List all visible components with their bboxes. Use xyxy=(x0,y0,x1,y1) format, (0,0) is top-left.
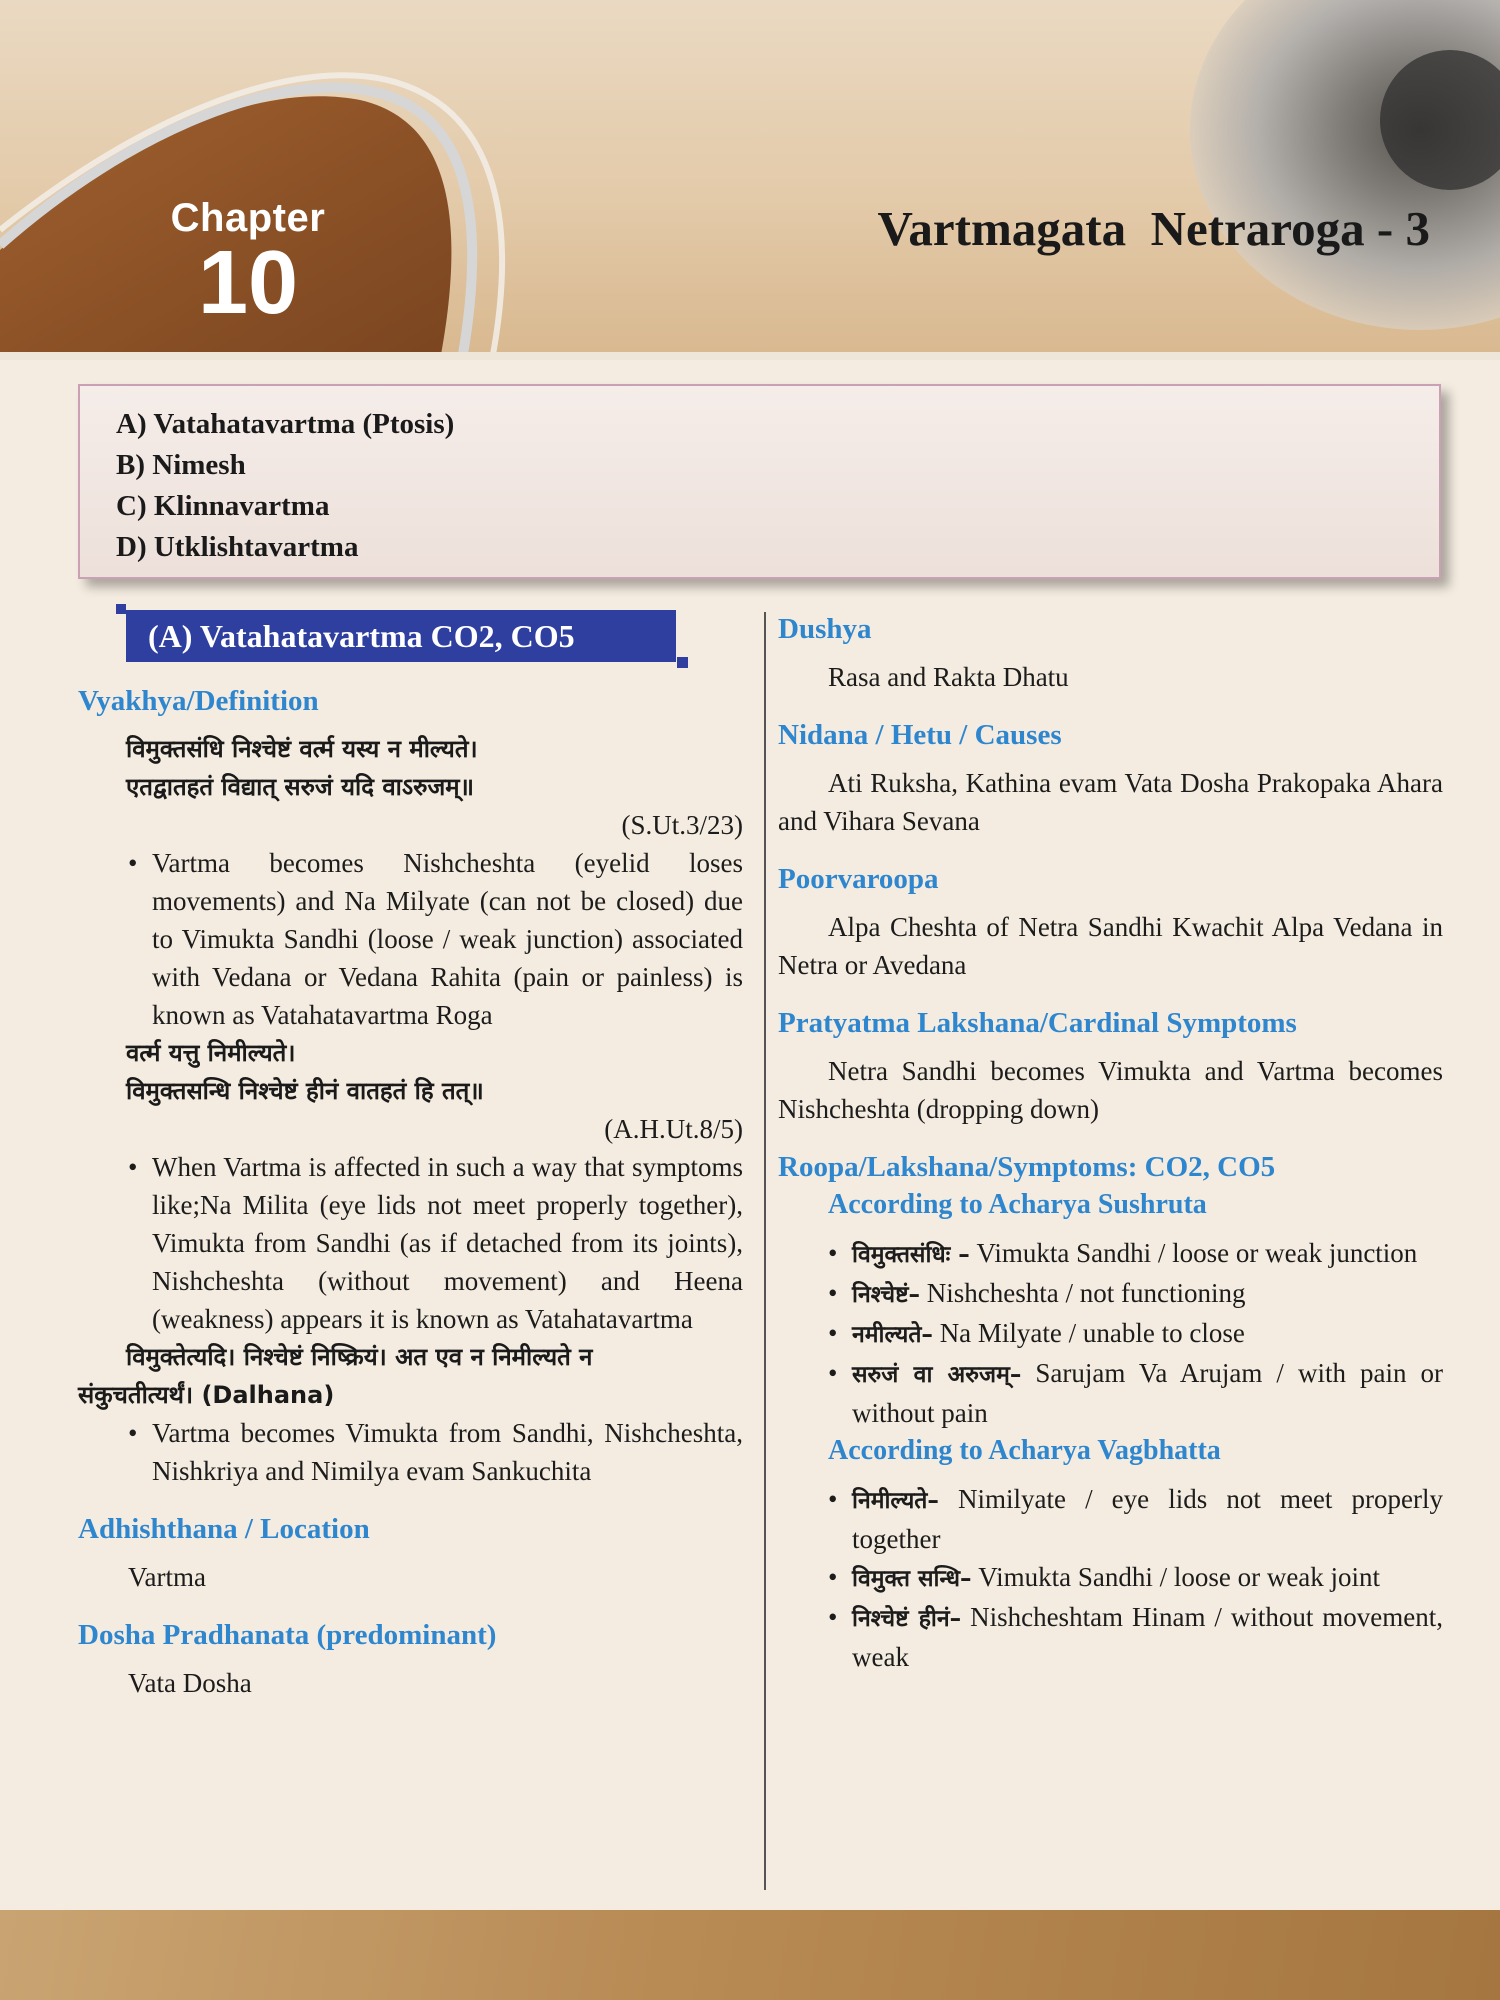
symptom-item: • निमील्यते– Nimilyate / eye lids not meet properly together xyxy=(828,1484,1443,1554)
dalhana-commentary: विमुक्तेत्यदि। निश्चेष्टं निष्क्रियं। अत एव न निमील्यते न xyxy=(126,1343,593,1371)
right-column xyxy=(778,610,1443,1676)
definition-heading: Vyakhya/Definition xyxy=(78,685,319,717)
definition-bullets xyxy=(78,844,743,1034)
symptom-item: • विमुक्त सन्धि– Vimukta Sandhi / loose or weak joint xyxy=(828,1562,1381,1592)
left-column xyxy=(78,610,743,1702)
dosha-heading: Dosha Pradhanata (predominant) xyxy=(78,1619,497,1651)
nidana-text: Ati Ruksha, Kathina evam Vata Dosha Prakopaka Ahara and Vihara Sevana xyxy=(778,768,1443,836)
topic-item: A) Vatahatavartma (Ptosis) xyxy=(116,408,455,440)
verse-reference: (S.Ut.3/23) xyxy=(621,810,743,840)
sushruta-heading: According to Acharya Sushruta xyxy=(828,1189,1207,1220)
pratyatma-text: Netra Sandhi becomes Vimukta and Vartma becomes Nishcheshta (dropping down) xyxy=(778,1056,1443,1124)
symptom-item: • नमील्यते– Na Milyate / unable to close xyxy=(828,1318,1245,1348)
topics-list xyxy=(80,386,1439,568)
chapter-label: Chapter xyxy=(170,196,326,240)
sushruta-symptom-list xyxy=(778,1234,1443,1432)
sanskrit-verse: विमुक्तसन्धि निश्चेष्टं हीनं वातहतं हि तत्॥ xyxy=(126,1077,484,1105)
topic-item: C) Klinnavartma xyxy=(116,490,330,522)
vagbhatta-heading: According to Acharya Vagbhatta xyxy=(828,1435,1221,1466)
location-text: Vartma xyxy=(128,1562,206,1592)
dushya-heading: Dushya xyxy=(778,613,872,645)
vagbhatta-symptom-list xyxy=(778,1480,1443,1676)
verse-reference: (A.H.Ut.8/5) xyxy=(604,1114,743,1144)
topic-item: D) Utklishtavartma xyxy=(116,531,359,563)
chapter-number: 10 xyxy=(197,233,299,333)
poorvaroopa-heading: Poorvaroopa xyxy=(778,863,939,895)
bullet-item: • When Vartma is affected in such a way that symptoms like;Na Milita (eye lids not meet properly together), Vimukta from Sandhi (as if detached from its joints), Nishcheshta (without movement) and Heena (weakness) appears it is known as Vatahatavartma xyxy=(128,1152,743,1334)
symptom-item: • सरुजं वा अरुजम्– Sarujam Va Arujam / with pain or without pain xyxy=(828,1358,1443,1428)
chapter-title: Vartmagata Netraroga - 3 xyxy=(877,201,1430,256)
topics-box xyxy=(78,384,1441,579)
section-banner-text: (A) Vatahatavartma CO2, CO5 xyxy=(148,618,575,654)
sanskrit-verse: विमुक्तसंधि निश्चेष्टं वर्त्म यस्य न मील्यते। xyxy=(126,735,478,763)
definition-bullets xyxy=(78,1414,743,1490)
dalhana-commentary: संकुचतीत्यर्थं। (Dalhana) xyxy=(78,1381,335,1409)
dushya-text: Rasa and Rakta Dhatu xyxy=(828,662,1069,692)
poorvaroopa-text: Alpa Cheshta of Netra Sandhi Kwachit Alpa Vedana in Netra or Avedana xyxy=(778,912,1443,980)
section-banner xyxy=(126,610,676,662)
bullet-item: • Vartma becomes Vimukta from Sandhi, Nishcheshta, Nishkriya and Nimilya evam Sankuchita xyxy=(128,1418,743,1486)
page-footer-band xyxy=(0,1910,1500,2000)
topic-item: B) Nimesh xyxy=(116,449,246,481)
symptom-item: • विमुक्तसंधिः – Vimukta Sandhi / loose or weak junction xyxy=(828,1238,1418,1268)
dosha-text: Vata Dosha xyxy=(128,1668,252,1698)
nidana-heading: Nidana / Hetu / Causes xyxy=(778,719,1062,751)
roopa-heading: Roopa/Lakshana/Symptoms: CO2, CO5 xyxy=(778,1151,1276,1183)
sanskrit-verse: एतद्वातहतं विद्यात् सरुजं यदि वाऽरुजम्॥ xyxy=(126,773,474,801)
definition-bullets xyxy=(78,1148,743,1338)
location-heading: Adhishthana / Location xyxy=(78,1513,370,1545)
symptom-item: • निश्चेष्टं हीनं– Nishcheshtam Hinam / without movement, weak xyxy=(828,1602,1443,1672)
chapter-header xyxy=(0,0,1500,360)
bullet-item: • Vartma becomes Nishcheshta (eyelid loses movements) and Na Milyate (can not be closed) due to Vimukta Sandhi (loose / weak junction) associated with Vedana or Vedana Rahita (pain or painless) is known as Vatahatavartma Roga xyxy=(128,848,743,1030)
pratyatma-heading: Pratyatma Lakshana/Cardinal Symptoms xyxy=(778,1007,1297,1039)
column-divider xyxy=(764,612,766,1890)
symptom-item: • निश्चेष्टं– Nishcheshta / not functioning xyxy=(828,1278,1246,1308)
sanskrit-verse: वर्त्म यत्तु निमील्यते। xyxy=(126,1039,296,1067)
